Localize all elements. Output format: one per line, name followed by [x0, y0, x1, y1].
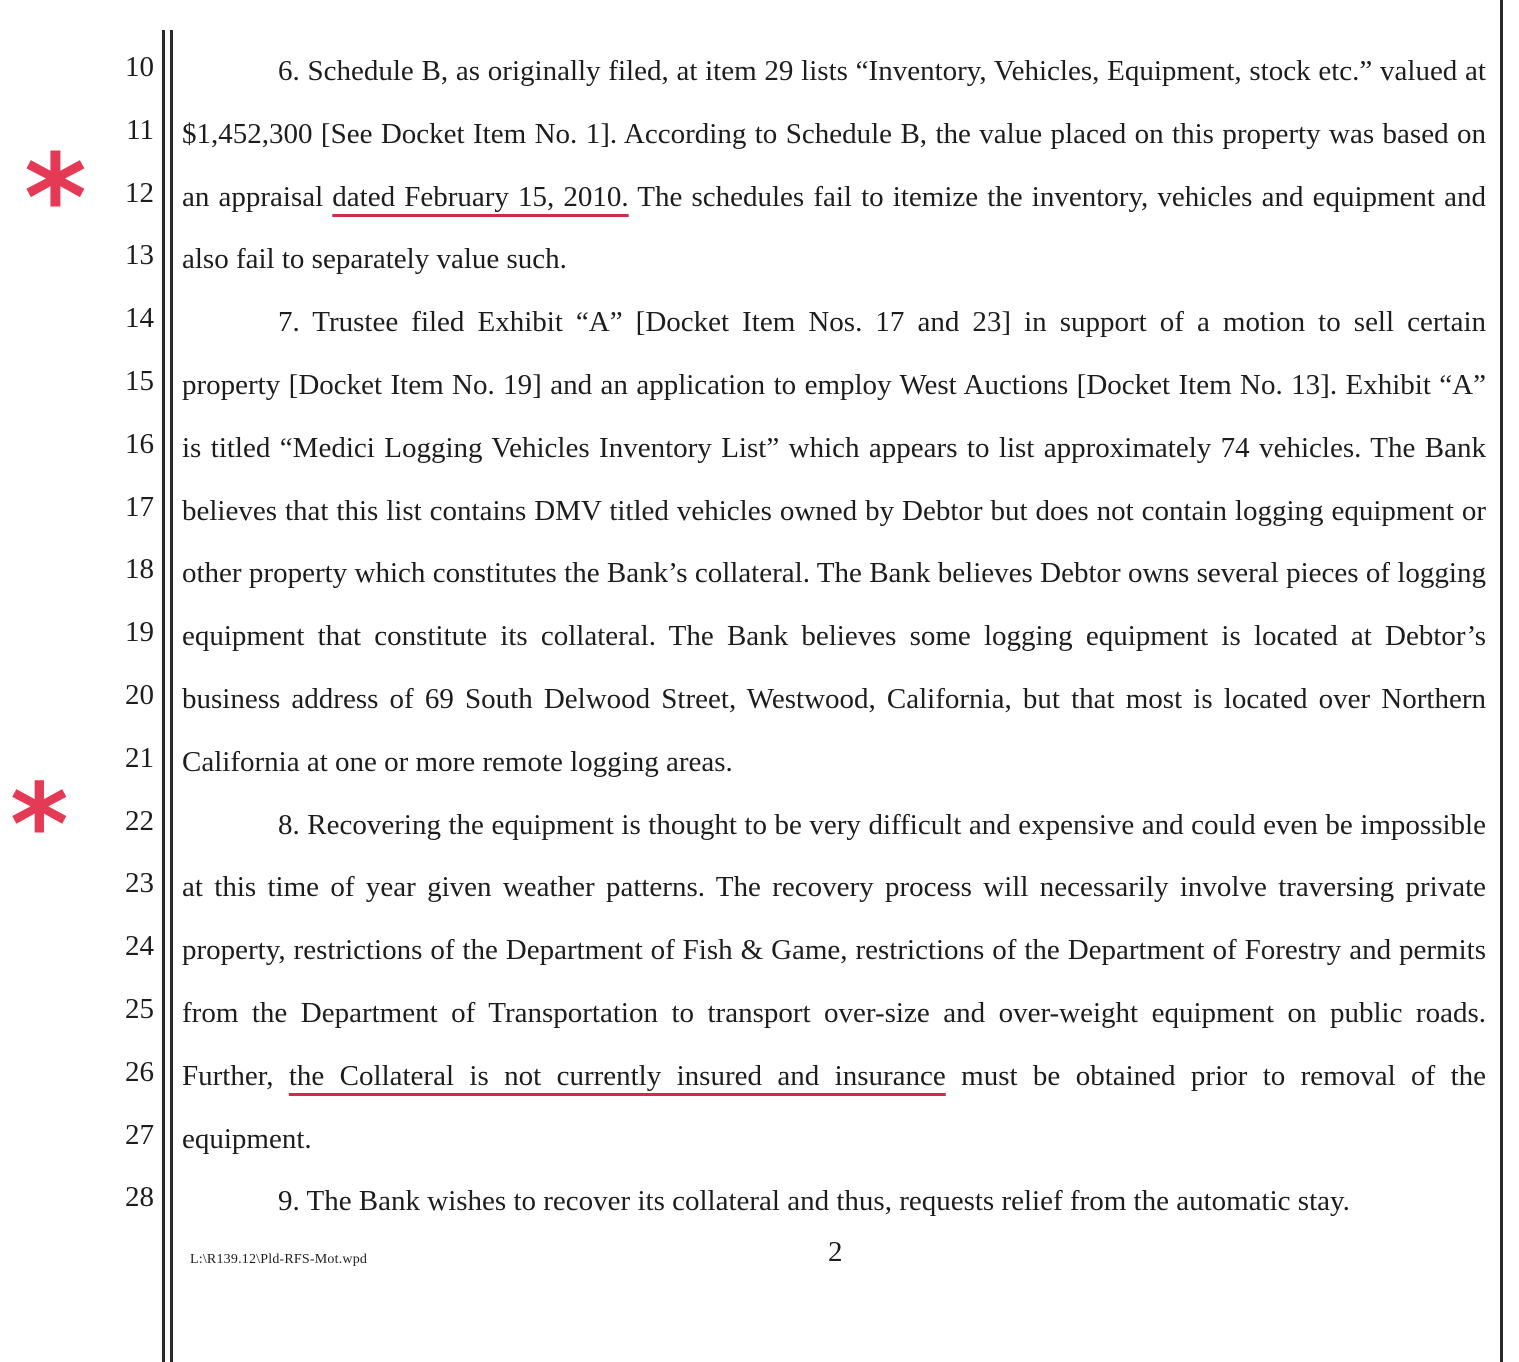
line-number: 22	[125, 804, 154, 837]
line-number-column	[96, 44, 154, 1237]
line-number: 17	[125, 490, 154, 523]
paragraph-6-text-end: The schedules fail to itemize the inventory, vehicles and equipment and also fail to separately value such.	[182, 180, 1486, 276]
line-number: 13	[125, 239, 154, 272]
line-number: 25	[125, 992, 154, 1025]
paragraph-6	[182, 40, 1486, 291]
line-number: 18	[125, 553, 154, 586]
line-number: 10	[125, 51, 154, 83]
line-number: 19	[125, 616, 154, 649]
page-number: 2	[828, 1236, 843, 1268]
line-number: 21	[125, 741, 154, 774]
line-number: 11	[126, 113, 154, 146]
red-asterisk-icon: *	[10, 761, 69, 891]
left-margin-rule	[162, 30, 165, 1362]
paragraph-6-text-start: 6. Schedule B, as originally filed, at item 29 lists “Inventory, Vehicles, Equipment, stock etc.” valued at $1,452,300 [See Docket Item No. 1]. According to Schedule B, the value placed on this property was based on an appraisal	[182, 55, 1486, 213]
line-number: 28	[125, 1181, 154, 1214]
paragraph-7-text: 7. Trustee filed Exhibit “A” [Docket Item Nos. 17 and 23] in support of a motion to sell certain property [Docket Item No. 19] and an application to employ West Auctions [Docket Item No. 13]. Exhibit “A” is titled “Medici Logging Vehicles Inventory List” which appears to list approximately 74 vehicles. The Bank believes that this list contains DMV titled vehicles owned by Debtor but does not contain logging equipment or other property which constitutes the Bank’s collateral. The Bank believes Debtor owns several pieces of logging equipment that constitute its collateral. The Bank believes some logging equipment is located at Debtor’s business address of 69 South Delwood Street, Westwood, California, but that most is located over Northern California at one or more remote logging areas.	[182, 306, 1486, 778]
line-number: 26	[125, 1055, 154, 1088]
line-number: 23	[125, 867, 154, 900]
line-number: 14	[125, 302, 154, 335]
paragraph-8	[182, 794, 1486, 1171]
paragraph-7	[182, 291, 1486, 793]
red-asterisk-icon: *	[24, 130, 87, 269]
footer-file-path: L:\R139.12\Pld-RFS-Mot.wpd	[190, 1252, 368, 1267]
line-number: 27	[125, 1118, 154, 1151]
underlined-appraisal-date: dated February 15, 2010.	[332, 180, 629, 213]
line-number: 16	[125, 427, 154, 460]
left-margin-rule-inner	[170, 30, 173, 1362]
paragraph-9	[182, 1170, 1486, 1233]
underlined-insurance-clause: the Collateral is not currently insured and insurance	[288, 1059, 946, 1092]
paragraph-9-text: 9. The Bank wishes to recover its collateral and thus, requests relief from the automatic stay.	[278, 1185, 1350, 1218]
line-number: 15	[125, 364, 154, 397]
paragraph-8-text-start: 8. Recovering the equipment is thought to be very difficult and expensive and could even be impossible at this time of year given weather patterns. The recovery process will necessarily involve traversing private property, restrictions of the Department of Fish & Game, restrictions of the Department of Forestry and permits from the Department of Transportation to transport over-size and over-weight equipment on public roads. Further,	[182, 808, 1486, 1092]
line-number: 20	[125, 678, 154, 711]
pleading-body	[182, 40, 1486, 1233]
line-number: 24	[125, 930, 154, 963]
right-margin-rule	[1500, 0, 1503, 1362]
line-number: 12	[125, 176, 154, 209]
paragraph-8-text-end: must be obtained prior to removal of the equipment.	[182, 1059, 1487, 1155]
